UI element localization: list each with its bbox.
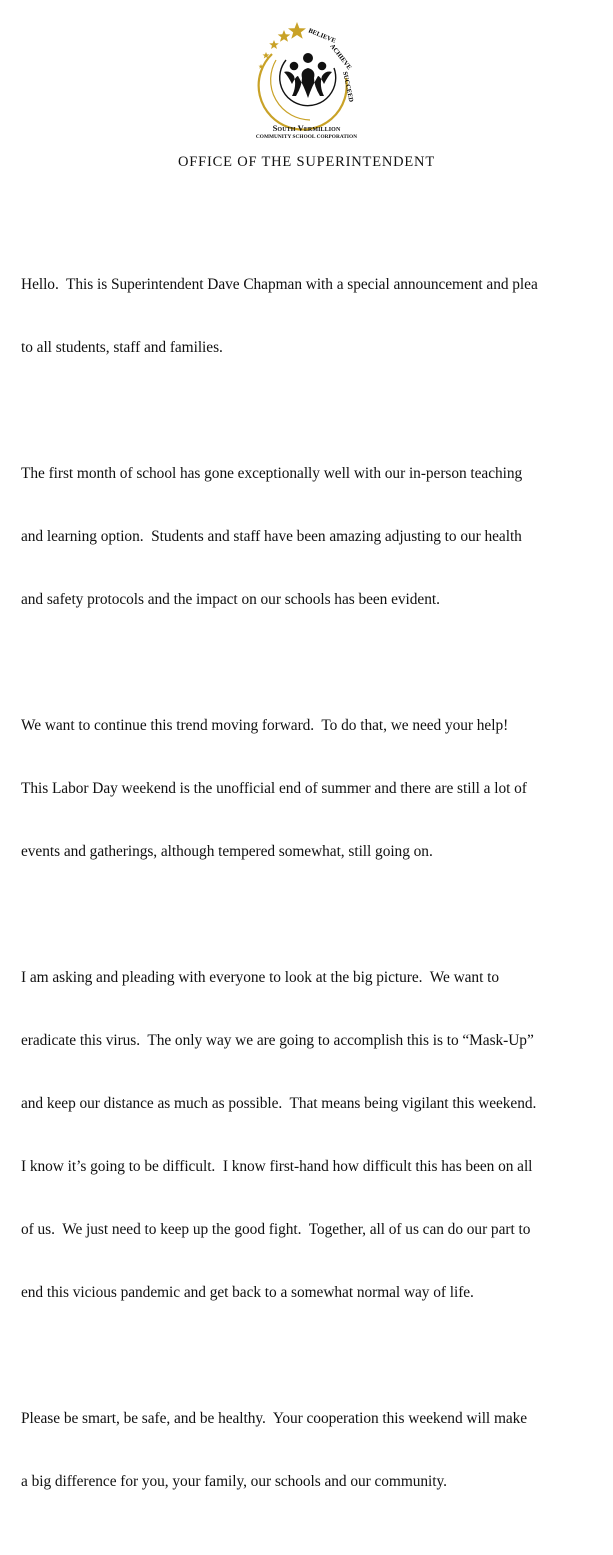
- text-line: events and gatherings, although tempered somewhat, still going on.: [21, 843, 433, 860]
- paragraph: [21, 421, 601, 652]
- paragraph: [21, 232, 601, 400]
- text-line: and keep our distance as much as possible. That means being vigilant this weekend.: [21, 1095, 537, 1112]
- text-line: Hello. This is Superintendent Dave Chapman with a special announcement and plea: [21, 276, 538, 293]
- star-icon: [278, 30, 291, 42]
- school-logo: [250, 16, 360, 128]
- text-line: I know it’s going to be difficult. I know first-hand how difficult this has been on all: [21, 1158, 533, 1175]
- text-line: a big difference for you, your family, our schools and our community.: [21, 1473, 447, 1490]
- motto-believe: BELIEVE: [307, 27, 337, 45]
- text-line: and learning option. Students and staff have been amazing adjusting to our health: [21, 528, 522, 545]
- org-subtitle: COMMUNITY SCHOOL CORPORATION: [255, 134, 358, 140]
- paragraph: [21, 673, 601, 904]
- star-icon: [269, 40, 279, 49]
- text-line: of us. We just need to keep up the good fight. Together, all of us can do our part to: [21, 1221, 531, 1238]
- text-line: The first month of school has gone exceptionally well with our in-person teaching: [21, 465, 523, 482]
- text-line: end this vicious pandemic and get back to a somewhat normal way of life.: [21, 1284, 474, 1301]
- text-line: to all students, staff and families.: [21, 339, 223, 356]
- org-name: South Vermillion: [272, 123, 341, 133]
- text-line: eradicate this virus. The only way we are going to accomplish this is to “Mask-Up”: [21, 1032, 534, 1049]
- star-icon: [288, 22, 306, 39]
- text-line: and safety protocols and the impact on our schools has been evident.: [21, 591, 440, 608]
- text-line: We want to continue this trend moving forward. To do that, we need your help!: [21, 717, 509, 734]
- paragraph: [21, 925, 601, 1345]
- office-title: OFFICE OF THE SUPERINTENDENT: [178, 154, 435, 170]
- motto-achieve: ACHIEVE: [328, 42, 353, 72]
- letter-body: [21, 232, 601, 1555]
- motto-succeed: SUCCEED: [341, 70, 355, 103]
- logo-emblem-icon: [250, 16, 360, 128]
- text-line: This Labor Day weekend is the unofficial end of summer and there are still a lot of: [21, 780, 527, 797]
- text-line: I am asking and pleading with everyone to look at the big picture. We want to: [21, 969, 499, 986]
- paragraph: [21, 1366, 601, 1534]
- text-line: Please be smart, be safe, and be healthy. Your cooperation this weekend will make: [21, 1410, 528, 1427]
